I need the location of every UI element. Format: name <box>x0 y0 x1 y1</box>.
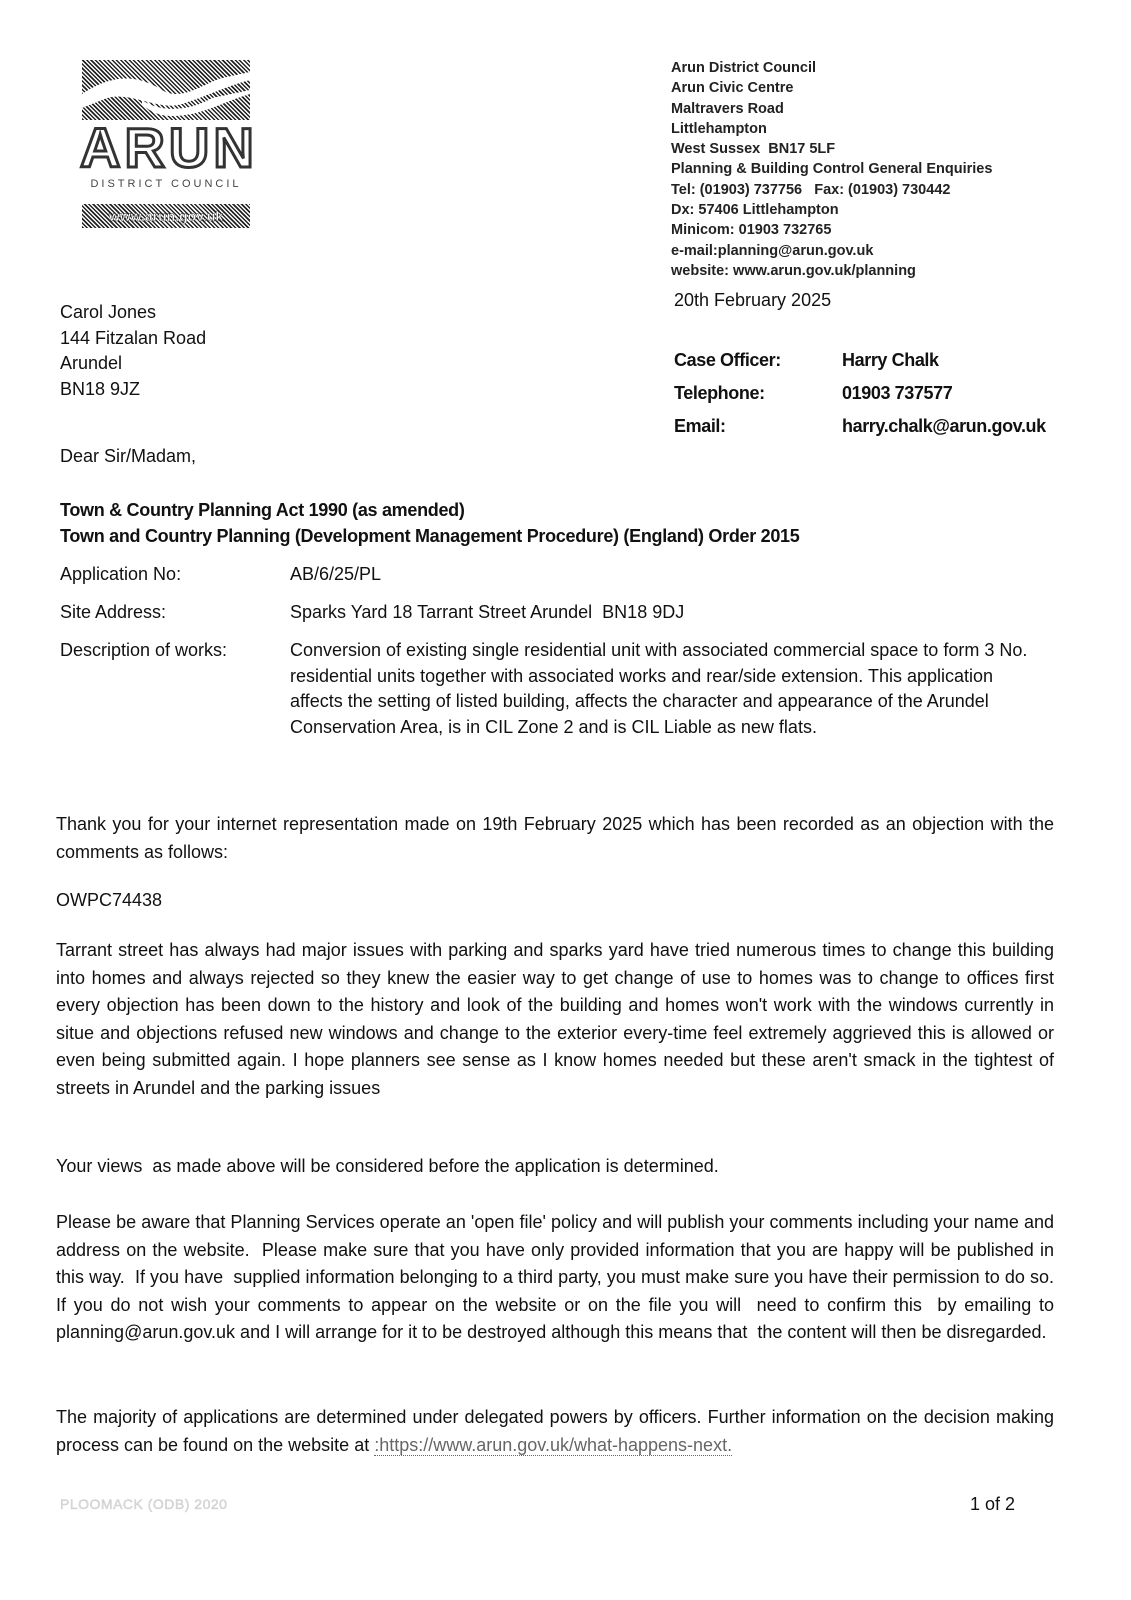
telephone-row <box>674 383 1094 416</box>
council-line: Dx: 57406 Littlehampton <box>671 202 839 219</box>
logo-subtitle: DISTRICT COUNCIL <box>90 178 242 190</box>
council-line: Tel: (01903) 737756 Fax: (01903) 730442 <box>671 181 951 198</box>
site-address-row <box>60 600 1050 626</box>
council-line: website: www.arun.gov.uk/planning <box>671 262 916 279</box>
council-line: Arun Civic Centre <box>671 80 794 97</box>
application-details <box>60 562 1050 740</box>
case-officer-name: Harry Chalk <box>842 350 939 370</box>
legislation-heading <box>60 497 799 549</box>
council-line: e-mail:planning@arun.gov.uk <box>671 242 874 259</box>
application-number-row <box>60 562 1050 588</box>
council-line: West Sussex BN17 5LF <box>671 141 836 158</box>
logo-website: www.arun.gov.uk <box>82 204 250 228</box>
footer-form-code: PLOOMACK (ODB) 2020 <box>60 1496 228 1512</box>
site-address: Sparks Yard 18 Tarrant Street Arundel BN18 9DJ <box>290 601 685 622</box>
logo-wordmark: ARUN <box>80 116 258 179</box>
council-line: Maltravers Road <box>671 100 784 117</box>
recipient-address <box>60 300 206 402</box>
logo-wave-graphic <box>82 60 250 120</box>
email-row <box>674 416 1094 449</box>
act-line: Town & Country Planning Act 1990 (as amended) <box>60 500 465 520</box>
case-officer-row <box>674 350 1094 383</box>
site-address-label: Site Address: <box>60 601 167 622</box>
application-number: AB/6/25/PL <box>290 564 382 584</box>
letter-date: 20th February 2025 <box>674 290 832 310</box>
recipient-line: Arundel <box>60 353 123 373</box>
intro-paragraph: Thank you for your internet representation made on 19th February 2025 which has been recorded as an objection with the comments as follows: <box>56 814 1054 862</box>
council-line: Littlehampton <box>671 120 767 137</box>
council-line: Minicom: 01903 732765 <box>671 222 832 239</box>
page-number: 1 of 2 <box>970 1494 1016 1514</box>
open-file-paragraph: Please be aware that Planning Services operate an 'open file' policy and will publish your comments including your name and address on the website. Please make sure that you have only provided information that you are happy will be published in this way. If you have supplied information belonging to a third party, you must make sure you have their permission to do so. If you do not wish your comments to appear on the website or on the file you will need to confirm this by emailing to planning@arun.gov.uk and I will arrange for it to be destroyed although this means that the content will then be disregarded. <box>56 1212 1065 1342</box>
recipient-line: 144 Fitzalan Road <box>60 327 207 348</box>
case-officer-block <box>674 350 1094 449</box>
council-address-block <box>671 58 992 281</box>
salutation: Dear Sir/Madam, <box>60 446 197 466</box>
council-logo <box>80 58 258 234</box>
description-label: Description of works: <box>60 640 228 660</box>
description-text: Conversion of existing single residential unit with associated commercial space to form 3 No. residential units together with associated works and rear/side extension. This application affects the setting of listed building, affects the character and appearance of the Arundel Conservation Area, is in CIL Zone 2 and is CIL Liable as new flats. <box>290 640 1028 737</box>
majority-paragraph <box>56 1404 1054 1459</box>
email-label: Email: <box>674 416 726 436</box>
case-officer-label: Case Officer: <box>674 350 781 370</box>
reference-number: OWPC74438 <box>56 890 163 910</box>
majority-text: The majority of applications are determined under delegated powers by officers. Further information on the decision making process can be found on the website at <box>56 1407 1054 1455</box>
description-row <box>60 638 1050 740</box>
email-value: harry.chalk@arun.gov.uk <box>842 416 1046 436</box>
act-line: Town and Country Planning (Development Management Procedure) (England) Order 2015 <box>60 526 800 546</box>
objection-comment: Tarrant street has always had major issues with parking and sparks yard have tried numerous times to change this building into homes and always rejected so they knew the easier way to get change of use to homes was to change to offices first every objection has been down to the history and look of the building and homes won't work with the windows currently in situe and objections refused new windows and change to the exterior every-time feel extremely aggrieved this is allowed or even being submitted again. I hope planners see sense as I know homes needed but these aren't smack in the tightest of streets in Arundel and the parking issues <box>56 940 1054 1098</box>
council-line: Planning & Building Control General Enquiries <box>671 161 993 178</box>
what-happens-next-link[interactable]: :https://www.arun.gov.uk/what-happens-next. <box>374 1434 733 1455</box>
views-paragraph: Your views as made above will be considered before the application is determined. <box>56 1156 719 1176</box>
recipient-line: BN18 9JZ <box>60 378 141 399</box>
telephone-label: Telephone: <box>674 383 765 403</box>
council-line: Arun District Council <box>671 60 817 76</box>
application-number-label: Application No: <box>60 564 182 584</box>
recipient-line: Carol Jones <box>60 302 157 322</box>
telephone-value: 01903 737577 <box>842 383 953 403</box>
